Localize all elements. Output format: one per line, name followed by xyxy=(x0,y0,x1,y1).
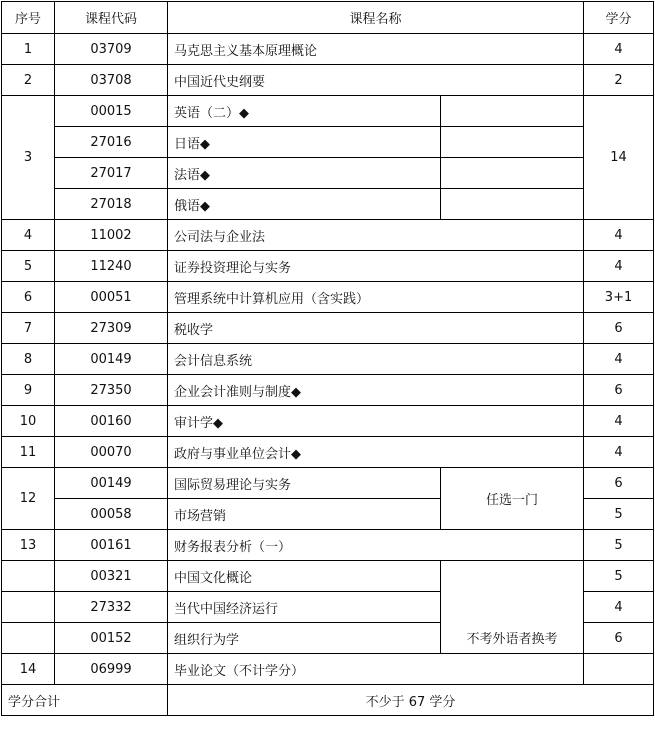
credit-cell: 4 xyxy=(584,592,654,623)
name-cell: 公司法与企业法 xyxy=(168,220,584,251)
credit-cell: 4 xyxy=(584,34,654,65)
code-cell: 00160 xyxy=(55,406,168,437)
seq-cell xyxy=(2,592,55,623)
table-row xyxy=(2,561,654,592)
credit-cell: 5 xyxy=(584,561,654,592)
code-cell: 00152 xyxy=(55,623,168,654)
seq-cell: 12 xyxy=(2,468,55,530)
name-cell: 政府与事业单位会计◆ xyxy=(168,437,584,468)
seq-cell: 6 xyxy=(2,282,55,313)
code-cell: 11002 xyxy=(55,220,168,251)
name-cell: 会计信息系统 xyxy=(168,344,584,375)
seq-cell: 5 xyxy=(2,251,55,282)
credit-cell: 3+1 xyxy=(584,282,654,313)
name-cell: 中国近代史纲要 xyxy=(168,65,584,96)
name-cell: 企业会计准则与制度◆ xyxy=(168,375,584,406)
seq-cell xyxy=(2,623,55,654)
credit-cell xyxy=(584,654,654,685)
credit-cell: 4 xyxy=(584,344,654,375)
name-cell: 中国文化概论 xyxy=(168,561,441,592)
header-seq: 序号 xyxy=(2,2,55,34)
code-cell: 00058 xyxy=(55,499,168,530)
credit-cell: 6 xyxy=(584,313,654,344)
seq-cell: 1 xyxy=(2,34,55,65)
seq-cell: 2 xyxy=(2,65,55,96)
seq-cell: 7 xyxy=(2,313,55,344)
code-cell: 00051 xyxy=(55,282,168,313)
credit-cell: 4 xyxy=(584,220,654,251)
code-cell: 00015 xyxy=(55,96,168,127)
table-row xyxy=(2,313,654,344)
code-cell: 27018 xyxy=(55,189,168,220)
code-cell: 00149 xyxy=(55,344,168,375)
table-row xyxy=(2,437,654,468)
credit-cell: 4 xyxy=(584,406,654,437)
code-cell: 00149 xyxy=(55,468,168,499)
name-cell: 马克思主义基本原理概论 xyxy=(168,34,584,65)
code-cell: 27309 xyxy=(55,313,168,344)
seq-cell: 8 xyxy=(2,344,55,375)
seq-cell: 3 xyxy=(2,96,55,220)
name-cell: 税收学 xyxy=(168,313,584,344)
note-cell-empty xyxy=(441,189,584,220)
table-row xyxy=(2,530,654,561)
table-row xyxy=(2,220,654,251)
header-row xyxy=(2,2,654,34)
code-cell: 27350 xyxy=(55,375,168,406)
name-cell: 财务报表分析（一） xyxy=(168,530,584,561)
header-name: 课程名称 xyxy=(168,2,584,34)
code-cell: 00070 xyxy=(55,437,168,468)
credit-cell: 5 xyxy=(584,499,654,530)
seq-cell: 4 xyxy=(2,220,55,251)
name-cell: 英语（二）◆ xyxy=(168,96,441,127)
seq-cell: 14 xyxy=(2,654,55,685)
table-row xyxy=(2,375,654,406)
name-cell: 管理系统中计算机应用（含实践） xyxy=(168,282,584,313)
name-cell: 组织行为学 xyxy=(168,623,441,654)
code-cell: 00161 xyxy=(55,530,168,561)
seq-cell: 13 xyxy=(2,530,55,561)
name-cell: 日语◆ xyxy=(168,127,441,158)
table-row xyxy=(2,65,654,96)
credit-cell: 5 xyxy=(584,530,654,561)
seq-cell: 10 xyxy=(2,406,55,437)
table-row xyxy=(2,158,654,189)
name-cell: 毕业论文（不计学分） xyxy=(168,654,584,685)
code-cell: 06999 xyxy=(55,654,168,685)
note-cell-empty xyxy=(441,158,584,189)
code-cell: 03708 xyxy=(55,65,168,96)
total-value: 不少于 67 学分 xyxy=(168,685,654,716)
header-credit: 学分 xyxy=(584,2,654,34)
name-cell: 市场营销 xyxy=(168,499,441,530)
seq-cell: 9 xyxy=(2,375,55,406)
note-cell-empty xyxy=(441,96,584,127)
replacement-note: 不考外语者换考 xyxy=(441,561,584,654)
code-cell: 27332 xyxy=(55,592,168,623)
credit-cell: 6 xyxy=(584,623,654,654)
name-cell: 当代中国经济运行 xyxy=(168,592,441,623)
table-row xyxy=(2,127,654,158)
table-row xyxy=(2,251,654,282)
name-cell: 证券投资理论与实务 xyxy=(168,251,584,282)
code-cell: 00321 xyxy=(55,561,168,592)
credit-cell: 6 xyxy=(584,375,654,406)
code-cell: 03709 xyxy=(55,34,168,65)
credit-cell: 2 xyxy=(584,65,654,96)
code-cell: 11240 xyxy=(55,251,168,282)
credit-cell: 4 xyxy=(584,251,654,282)
name-cell: 俄语◆ xyxy=(168,189,441,220)
table-row xyxy=(2,96,654,127)
seq-cell xyxy=(2,561,55,592)
total-row xyxy=(2,685,654,716)
seq-cell: 11 xyxy=(2,437,55,468)
table-row xyxy=(2,468,654,499)
total-label: 学分合计 xyxy=(2,685,168,716)
header-code: 课程代码 xyxy=(55,2,168,34)
table-row xyxy=(2,34,654,65)
table-row xyxy=(2,344,654,375)
credit-cell: 6 xyxy=(584,468,654,499)
code-cell: 27017 xyxy=(55,158,168,189)
note-cell-empty xyxy=(441,127,584,158)
credit-cell: 4 xyxy=(584,437,654,468)
code-cell: 27016 xyxy=(55,127,168,158)
table-row xyxy=(2,406,654,437)
credit-cell: 14 xyxy=(584,96,654,220)
name-cell: 国际贸易理论与实务 xyxy=(168,468,441,499)
table-row xyxy=(2,189,654,220)
table-row xyxy=(2,282,654,313)
course-table xyxy=(1,1,654,716)
name-cell: 法语◆ xyxy=(168,158,441,189)
name-cell: 审计学◆ xyxy=(168,406,584,437)
table-row xyxy=(2,654,654,685)
elective-note: 任选一门 xyxy=(441,468,584,530)
